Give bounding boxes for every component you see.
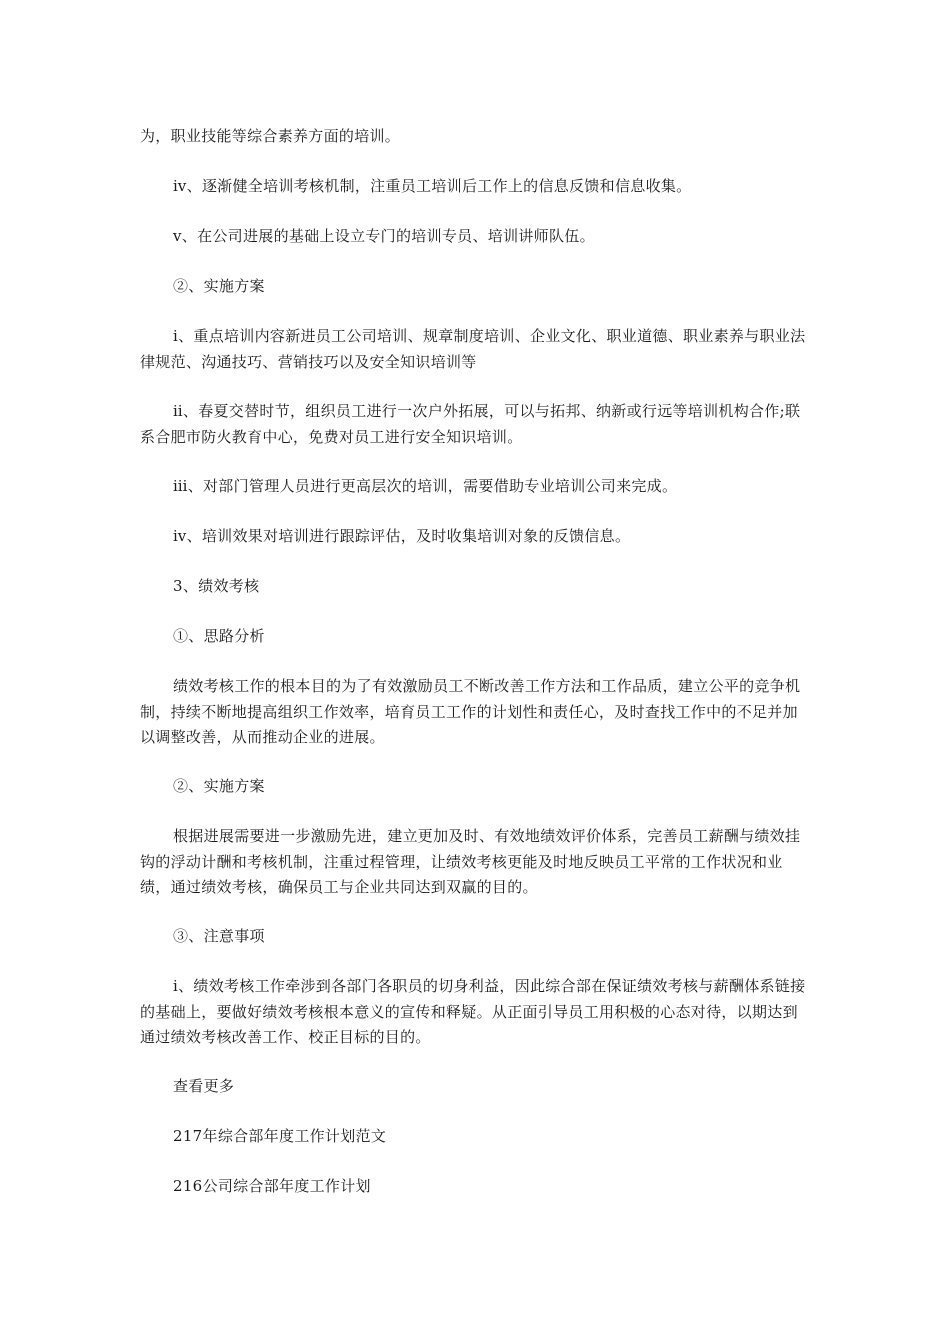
paragraph-item-iv-evaluation: ⅳ、培训效果对培训进行跟踪评估，及时收集培训对象的反馈信息。 [173,527,631,545]
heading-implementation-plan-2: ②、实施方案 [173,777,265,795]
heading-implementation-plan-1: ②、实施方案 [173,277,265,295]
paragraph-item-iii-management-training: ⅲ、对部门管理人员进行更高层次的培训，需要借助专业培训公司来完成。 [173,477,678,495]
paragraph-item-i-training-content: ⅰ、重点培训内容新进员工公司培训、规章制度培训、企业文化、职业道德、职业素养与职业法律规范、沟通技巧、营销技巧以及安全知识培训等 [140,327,806,371]
related-link-2017-plan[interactable]: 217年综合部年度工作计划范文 [173,1127,387,1145]
more-label: 查看更多 [173,1077,235,1095]
heading-performance-assessment: 3、绩效考核 [173,577,260,595]
paragraph-item-iv-assessment: ⅳ、逐渐健全培训考核机制，注重员工培训后工作上的信息反馈和信息收集。 [173,177,692,195]
paragraph-performance-plan: 根据进展需要进一步激励先进，建立更加及时、有效地绩效评价体系，完善员工薪酬与绩效挂钩的浮动计酬和考核机制，注重过程管理，让绩效考核更能及时地反映员工平常的工作状况和业绩，通过绩效考核，确保员工与企业共同达到双赢的目的。 [140,827,801,896]
heading-notes: ③、注意事项 [173,927,265,945]
paragraph-training-continuation: 为，职业技能等综合素养方面的培训。 [140,127,401,145]
paragraph-item-ii-outdoor-training: ⅱ、春夏交替时节，组织员工进行一次户外拓展，可以与拓邦、纳新或行远等培训机构合作;联系合肥市防火教育中心，免费对员工进行安全知识培训。 [140,402,801,446]
paragraph-item-v-trainers: ⅴ、在公司进展的基础上设立专门的培训专员、培训讲师队伍。 [173,227,595,245]
heading-analysis: ①、思路分析 [173,627,265,645]
paragraph-performance-purpose: 绩效考核工作的根本目的为了有效激励员工不断改善工作方法和工作品质，建立公平的竞争机制，持续不断地提高组织工作效率，培育员工工作的计划性和责任心，及时查找工作中的不足并加以调整改善，从而推动企业的进展。 [140,677,801,746]
paragraph-item-i-notes: ⅰ、绩效考核工作牵涉到各部门各职员的切身利益，因此综合部在保证绩效考核与薪酬体系链接的基础上，要做好绩效考核根本意义的宣传和释疑。从正面引导员工用积极的心态对待，以期达到通过绩效考核改善工作、校正目标的目的。 [140,977,806,1046]
related-link-2016-plan[interactable]: 216公司综合部年度工作计划 [173,1177,371,1195]
